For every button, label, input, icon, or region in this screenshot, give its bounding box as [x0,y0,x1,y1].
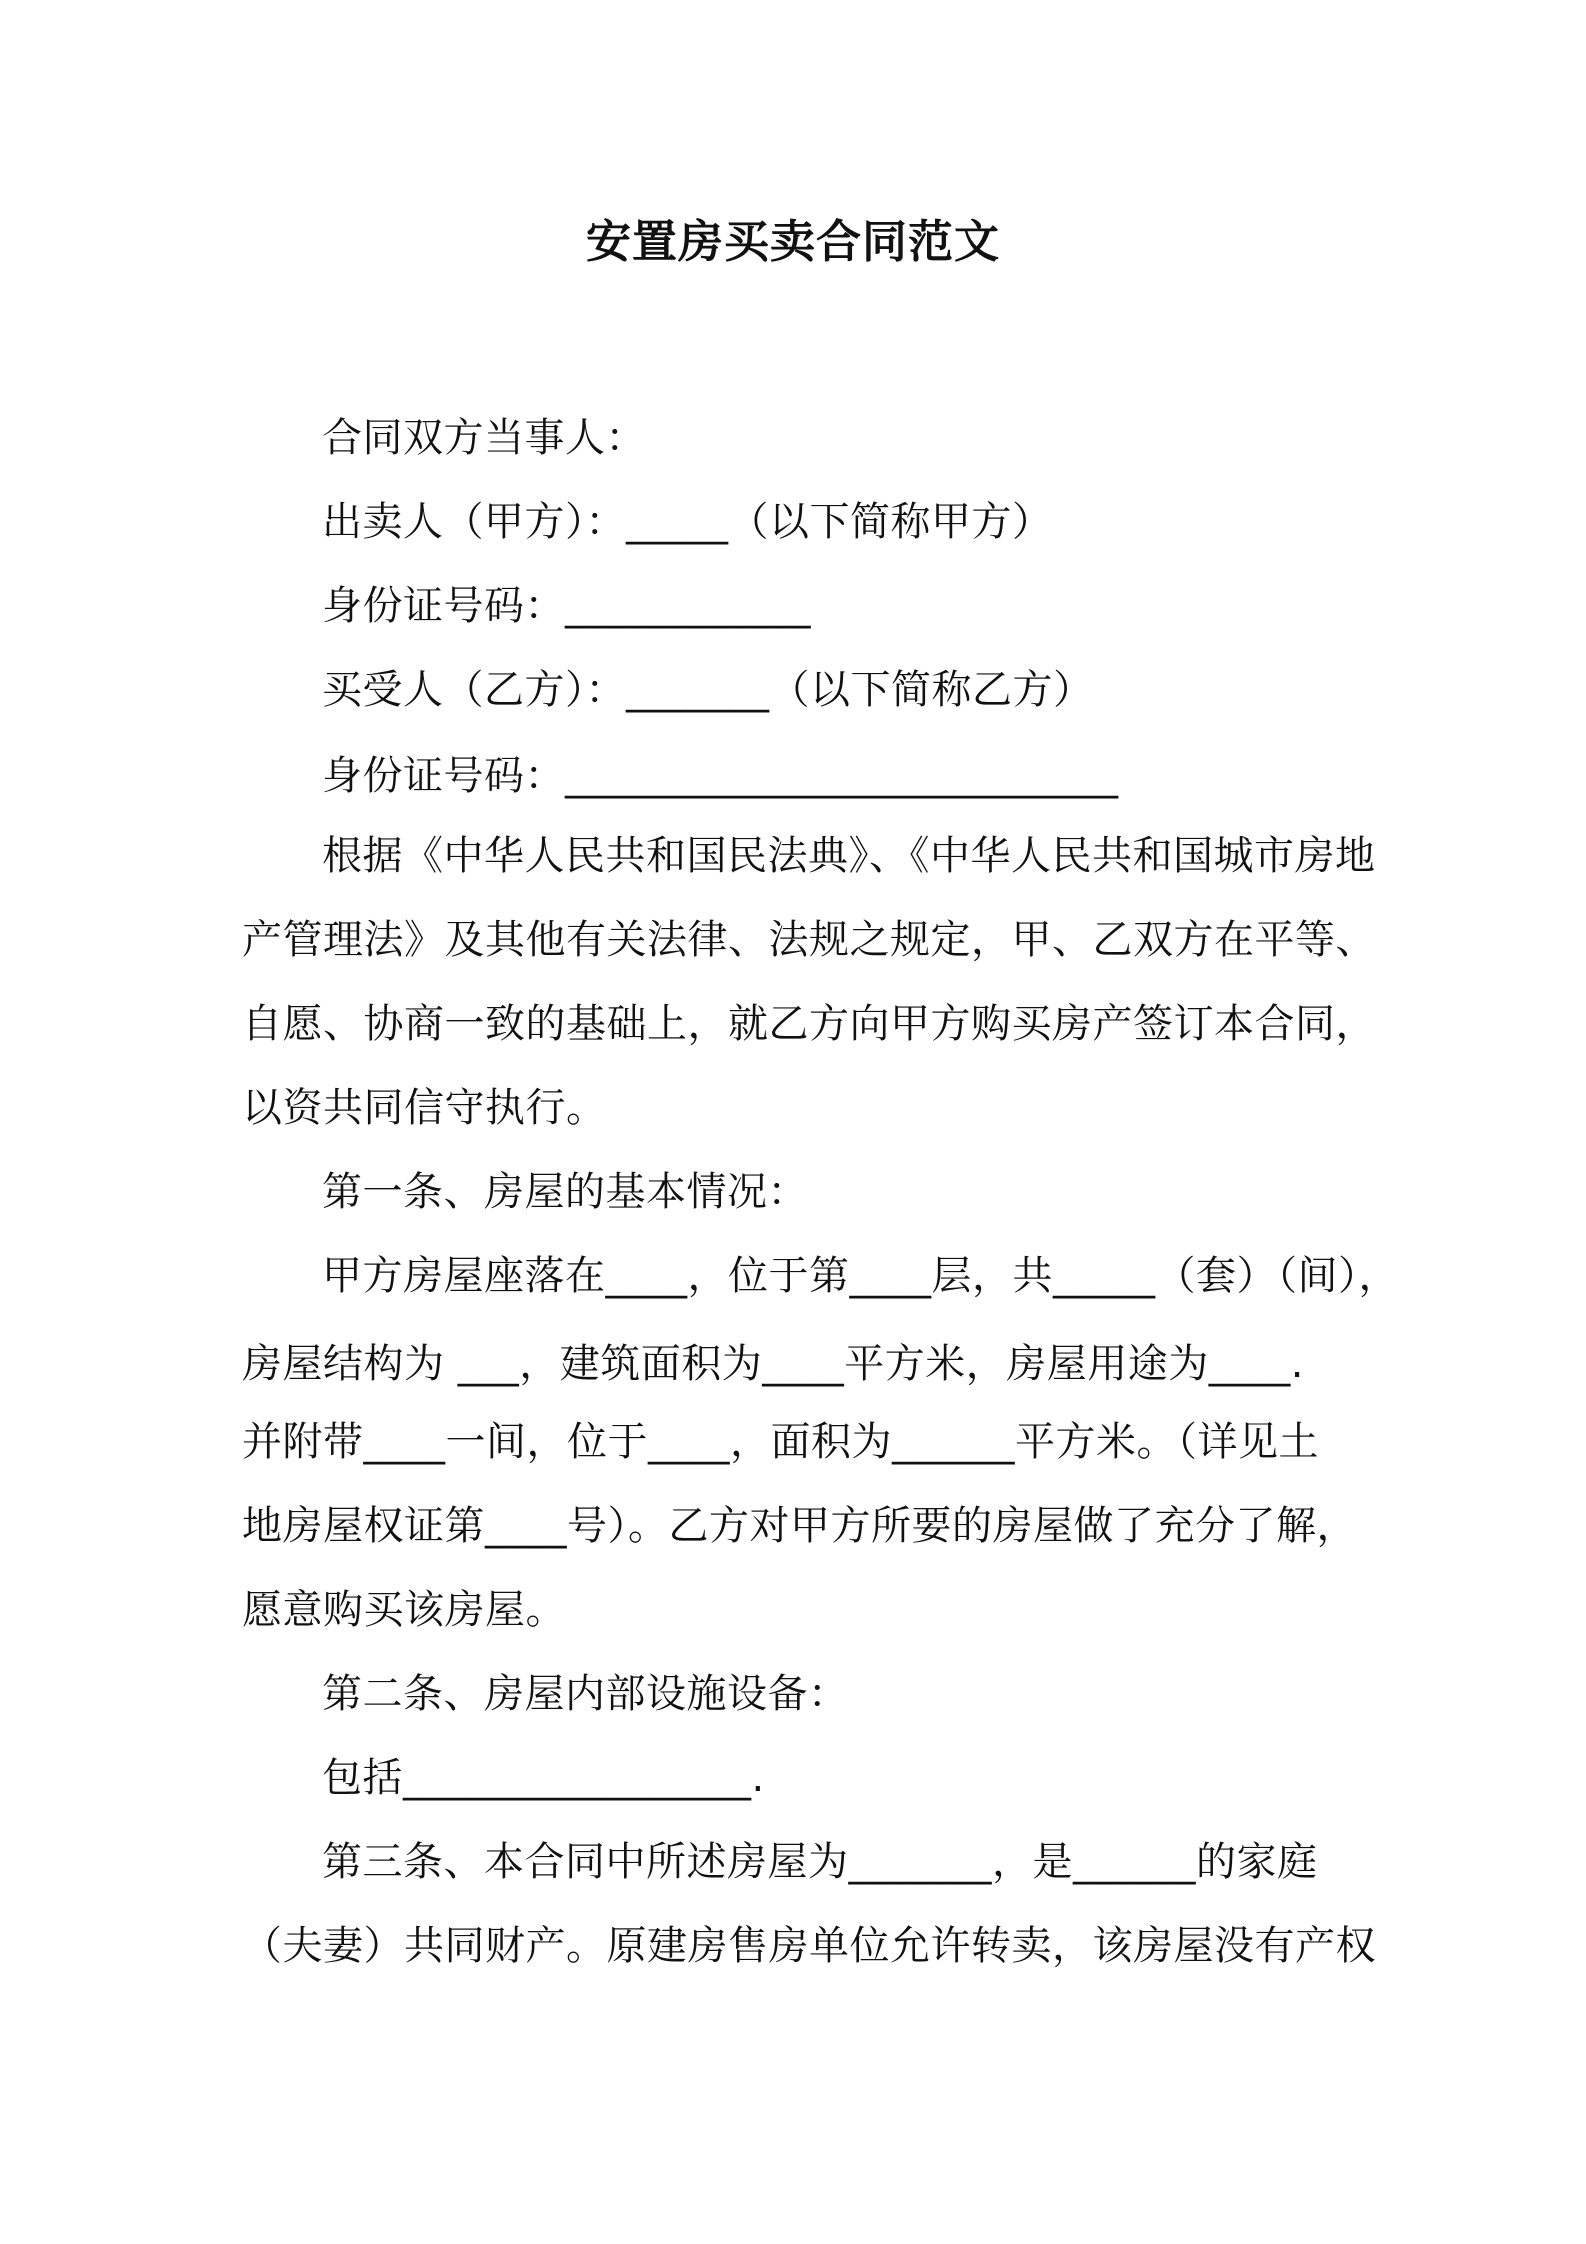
seller-line: 出卖人（甲方）：_____（以下简称甲方） [322,499,1053,545]
buyer-line: 买受人（乙方）：_______（以下简称乙方） [322,667,1094,713]
article-1-line-1: 甲方房屋座落在____，位于第____层，共_____（套）（间）， [322,1253,1399,1299]
article-2-heading: 第二条、房屋内部设施设备： [322,1671,849,1717]
preamble-line-2: 产管理法》及其他有关法律、法规之规定，甲、乙双方在平等、 [242,917,1376,963]
preamble-line-4: 以资共同信守执行。 [242,1085,607,1131]
parties-heading: 合同双方当事人： [322,415,646,461]
article-3-line-1: 第三条、本合同中所述房屋为_______，是______的家庭 [322,1839,1318,1885]
article-1-line-4: 地房屋权证第____号）。乙方对甲方所要的房屋做了充分了解， [242,1503,1357,1549]
article-1-line-3: 并附带____一间，位于____，面积为______平方米。（详见土 [242,1419,1319,1465]
article-3-line-2: （夫妻）共同财产。原建房售房单位允许转卖，该房屋没有产权 [242,1923,1376,1969]
article-2-line-1: 包括_________________. [322,1755,765,1801]
preamble-line-1: 根据《中华人民共和国民法典》、《中华人民共和国城市房地 [322,833,1376,879]
article-1-line-2: 房屋结构为 ___，建筑面积为____平方米，房屋用途为____. [242,1341,1304,1387]
article-1-heading: 第一条、房屋的基本情况： [322,1169,808,1215]
buyer-id-line: 身份证号码：___________________________ [322,753,1119,799]
document-title: 安置房买卖合同范文 [585,215,1000,268]
preamble-line-3: 自愿、协商一致的基础上，就乙方向甲方购买房产签订本合同， [242,1001,1376,1047]
article-1-line-5: 愿意购买该房屋。 [242,1587,566,1633]
seller-id-line: 身份证号码：____________ [322,583,811,629]
